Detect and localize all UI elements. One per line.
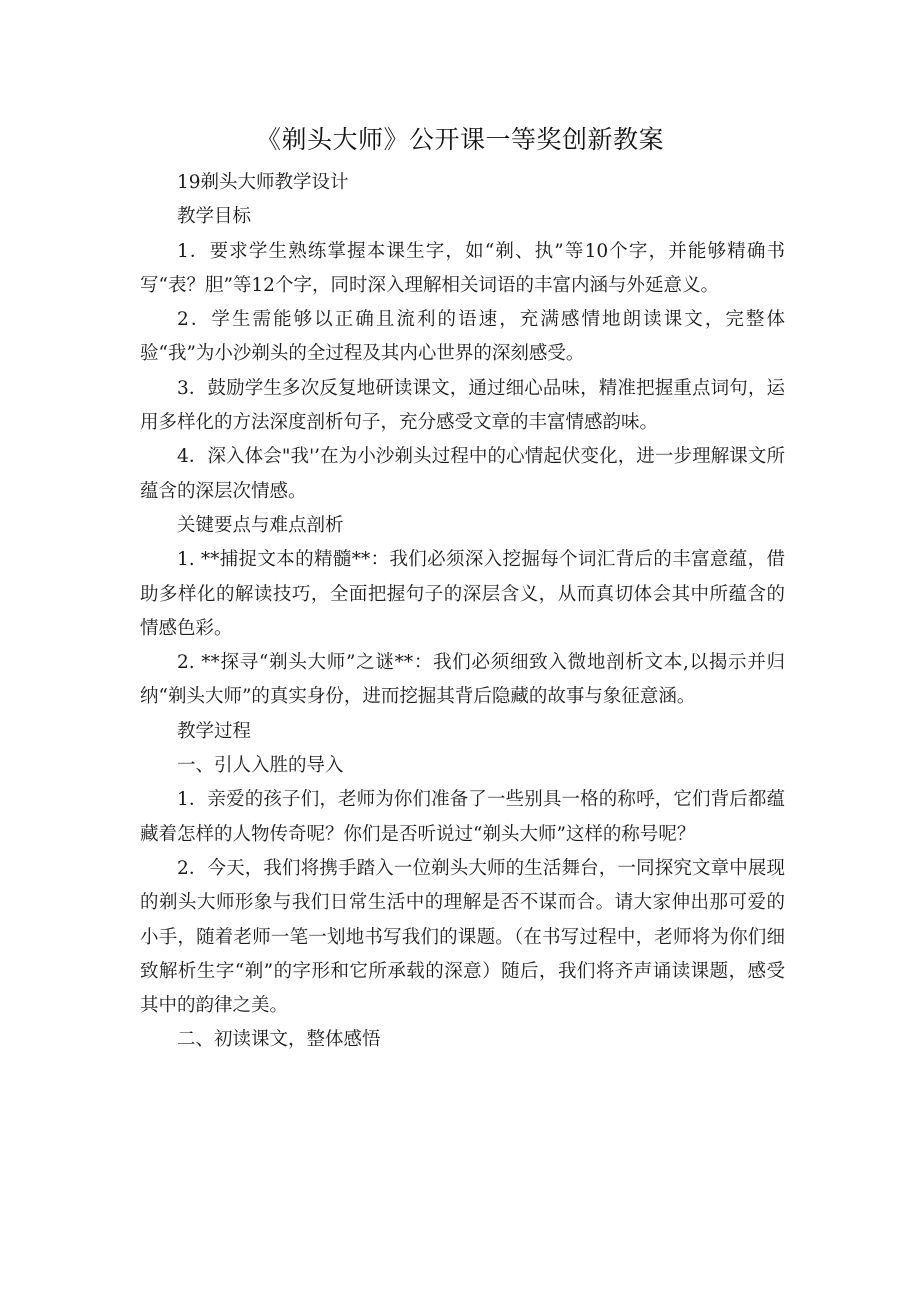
- section-heading-objectives: 教学目标: [177, 206, 252, 228]
- intro-item-1: 1．亲爱的孩子们，老师为你们准备了一些别具一格的称呼，它们背后都蕴藏着怎样的人物传奇呢？你们是否听说过“剃头大师”这样的称号呢？: [140, 789, 785, 845]
- intro-item-2: 2．今天，我们将携手踏入一位剃头大师的生活舞台，一同探究文章中展现的剃头大师形象与我们日常生活中的理解是否不谋而合。请大家伸出那可爱的小手，随着老师一笔一划地书写我们的课题。（在书写过程中，老师将为你们细致解析生字“剃”的字形和它所承载的深意）随后，我们将齐声诵读课题，感受其中的韵律之美。: [140, 857, 785, 1017]
- document-title: 《剃头大师》公开课一等奖创新教案: [255, 125, 664, 154]
- document-body: [140, 166, 785, 1058]
- objective-item-1: 1．要求学生熟练掌握本课生字，如“剃、执”等10个字，并能够精确书写“表？胆”等12个字，同时深入理解相关词语的丰富内涵与外延意义。: [140, 240, 785, 296]
- objective-item-4: 4．深入体会"我'’在为小沙剃头过程中的心情起伏变化，进一步理解课文所蕴含的深层次情感。: [140, 446, 785, 502]
- section-heading-key-points: 关键要点与难点剖析: [177, 514, 344, 536]
- section-heading-process: 教学过程: [177, 720, 252, 742]
- lesson-heading: 19剃头大师教学设计: [177, 172, 349, 193]
- subsection-heading-intro: 一、引人入胜的导入: [177, 755, 344, 777]
- subsection-heading-first-reading: 二、初读课文，整体感悟: [177, 1029, 381, 1051]
- key-point-item-1: 1. **捕捉文本的精髓**：我们必须深入挖掘每个词汇背后的丰富意蕴，借助多样化的解读技巧，全面把握句子的深层含义，从而真切体会其中所蕴含的情感色彩。: [140, 549, 785, 639]
- key-point-item-2: 2. **探寻“剃头大师”之谜**：我们必须细致入微地剖析文本,以揭示并归纳“剃头大师”的真实身份，进而挖掘其背后隐藏的故事与象征意涵。: [140, 652, 785, 708]
- objective-item-3: 3．鼓励学生多次反复地研读课文，通过细心品味，精准把握重点词句，运用多样化的方法深度剖析句子，充分感受文章的丰富情感韵味。: [140, 377, 785, 434]
- objective-item-2: 2．学生需能够以正确且流利的语速，充满感情地朗读课文，完整体验“我”为小沙剃头的全过程及其内心世界的深刻感受。: [140, 309, 785, 365]
